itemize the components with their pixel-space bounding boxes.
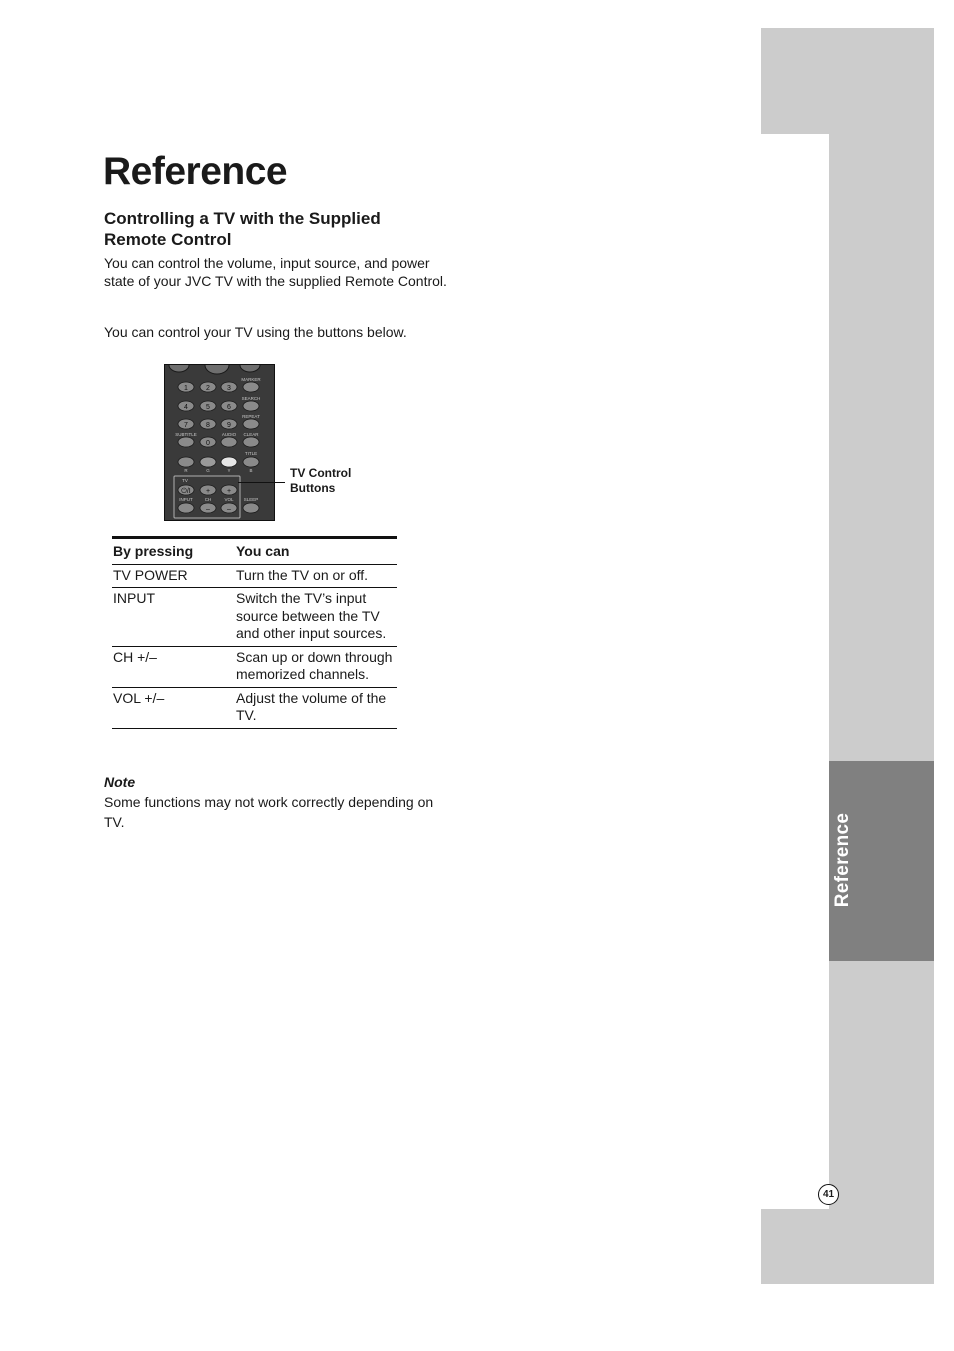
key-9: 9 [227,422,231,429]
intro-paragraph: You can control the volume, input source, and power state of your JVC TV with the supplied Remote Control. [104,255,447,289]
label-marker: MARKER [241,377,261,382]
button-function-table [112,536,397,729]
key-0: 0 [206,440,210,447]
callout-line [238,482,285,483]
table-header-cell: By pressing [112,538,235,565]
table-row [112,564,397,588]
table-row [112,687,397,728]
table-header-cell: You can [235,538,397,565]
table-cell: VOL +/– [112,687,235,728]
ch-plus-key: + [205,488,211,495]
side-tab-strip-top [761,28,934,134]
svg-text:B: B [249,468,253,473]
table-cell: Scan up or down through memorized channels. [235,646,397,687]
label-search: SEARCH [241,396,261,401]
section-heading: Controlling a TV with the Supplied Remote Control [104,209,381,249]
key-7: 7 [184,422,188,429]
table-header-row [112,538,397,565]
label-ch: CH [204,497,212,502]
instruction-paragraph: You can control your TV using the buttons below. [104,324,407,340]
table-cell: Adjust the volume of the TV. [235,687,397,728]
svg-text:R: R [184,468,188,473]
side-tab-strip-bottom [761,1209,934,1284]
note-text: Some functions may not work correctly depending on TV. [104,794,434,830]
key-1: 1 [184,385,188,392]
label-repeat: REPEAT [242,414,260,419]
key-4: 4 [184,404,188,411]
label-input: INPUT [179,497,193,502]
remote-control-illustration [164,364,275,521]
key-5: 5 [206,404,210,411]
vol-minus-key: – [227,506,231,513]
key-3: 3 [227,385,231,392]
tv-power-key: ⏻/I [181,488,191,495]
side-tab-strip-middle [829,134,934,761]
key-8: 8 [206,422,210,429]
label-sleep: SLEEP [243,497,259,502]
callout-label: TV Control Buttons [290,466,352,495]
key-2: 2 [206,385,210,392]
table-cell: INPUT [112,588,235,647]
ch-minus-key: – [206,506,210,513]
svg-text:Y: Y [227,468,231,473]
table-cell: CH +/– [112,646,235,687]
side-tab-strip-lower [829,961,934,1209]
label-subtitle: SUBTITLE [175,432,197,437]
table-cell: Switch the TV’s input source between the TV and other input sources. [235,588,397,647]
table-cell: TV POWER [112,564,235,588]
label-clear: CLEAR [243,432,259,437]
svg-text:G: G [206,468,210,473]
page-number: 41 [818,1184,839,1205]
page-title: Reference [103,150,288,193]
table-cell: Turn the TV on or off. [235,564,397,588]
label-title: TITLE [244,451,258,456]
key-6: 6 [227,404,231,411]
table-row [112,646,397,687]
label-vol: VOL [224,497,234,502]
table-row [112,588,397,647]
vol-plus-key: + [226,488,232,495]
label-tv: TV [182,478,188,483]
note-title: Note [104,774,136,790]
label-audio: AUDIO [221,432,237,437]
